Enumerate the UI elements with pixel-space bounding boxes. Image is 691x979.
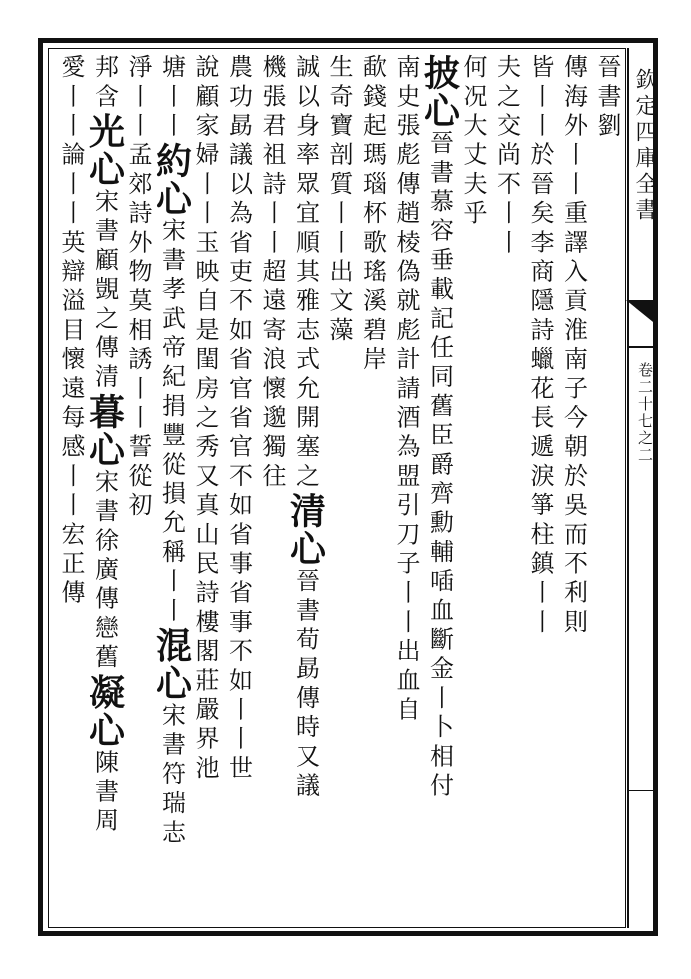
text-column: 皆丨丨於晉矣李商隱詩蠟花長遞淚箏柱鎮丨丨 bbox=[526, 54, 554, 638]
spine-rule bbox=[628, 346, 658, 348]
text-column: 農功勗議以為省吏不如省官省官不如省事省事不如丨丨世 bbox=[224, 54, 253, 784]
entry-heading: 凝心 bbox=[83, 673, 126, 750]
entry-heading: 披心 bbox=[418, 54, 461, 130]
entry-heading: 清心 bbox=[284, 492, 327, 568]
text-column: 夫之交尚不丨丨 bbox=[492, 54, 521, 259]
text-run: 塘丨丨 bbox=[157, 54, 186, 142]
text-run: 宋書顧覬之傳清 bbox=[90, 188, 119, 393]
text-column: 歃錢起瑪瑙杯歌瑤溪碧岸 bbox=[358, 54, 387, 376]
text-column bbox=[83, 54, 126, 922]
text-column bbox=[284, 54, 327, 922]
text-run: 邦含 bbox=[90, 54, 119, 113]
text-run: 晉書慕容垂載記任同舊臣爵齊勳輔喢血斷金丨卜相付 bbox=[425, 130, 454, 802]
text-column: 晉書劉 bbox=[593, 54, 621, 142]
text-column: 傳海外丨丨重譯入貢淮南子今朝於吳而不利則 bbox=[559, 54, 588, 638]
text-run: 宋書徐廣傳戀舊 bbox=[90, 468, 119, 674]
text-column: 說顧家婦丨丨玉映自是閨房之秀又真山民詩樓閣莊嚴界池 bbox=[191, 54, 219, 784]
spine-volume: 卷二十七之二 bbox=[636, 362, 654, 464]
spine-title: 欽定四庫全書 bbox=[632, 68, 657, 224]
text-run: 陳書周 bbox=[90, 749, 119, 837]
entry-heading: 混心 bbox=[150, 626, 193, 703]
text-column bbox=[150, 54, 193, 922]
spine-rule-lower bbox=[628, 790, 658, 791]
spine-divider bbox=[627, 48, 629, 928]
text-column: 機張君祖詩丨丨超遠寄浪懷邈獨往 bbox=[258, 54, 286, 492]
text-column: 愛丨丨論丨丨英辯溢目懷遠每感丨丨宏正傳 bbox=[57, 54, 85, 609]
text-run: 晉書荀勗傳時又議 bbox=[291, 568, 320, 802]
text-column: 南史張彪傳趙棱偽就彪計請酒為盟引刀子丨丨出血自 bbox=[392, 54, 420, 726]
entry-heading: 約心 bbox=[150, 141, 193, 218]
text-column bbox=[418, 54, 461, 922]
entry-heading: 暮心 bbox=[83, 392, 126, 469]
text-run: 宋書孝武帝紀捐豐從損允稱丨丨 bbox=[157, 217, 186, 627]
text-run: 宋書符瑞志 bbox=[157, 702, 186, 849]
text-column: 淨丨丨孟郊詩外物莫相誘丨丨誓從初 bbox=[124, 54, 152, 522]
text-column: 何况大丈夫乎 bbox=[459, 54, 487, 230]
text-column: 生奇寶剖質丨丨出文藻 bbox=[325, 54, 353, 346]
entry-heading: 光心 bbox=[83, 112, 126, 189]
fish-tail-mark bbox=[626, 300, 658, 326]
text-run: 誠以身率眾宜順其雅志式允開塞之 bbox=[291, 54, 320, 492]
